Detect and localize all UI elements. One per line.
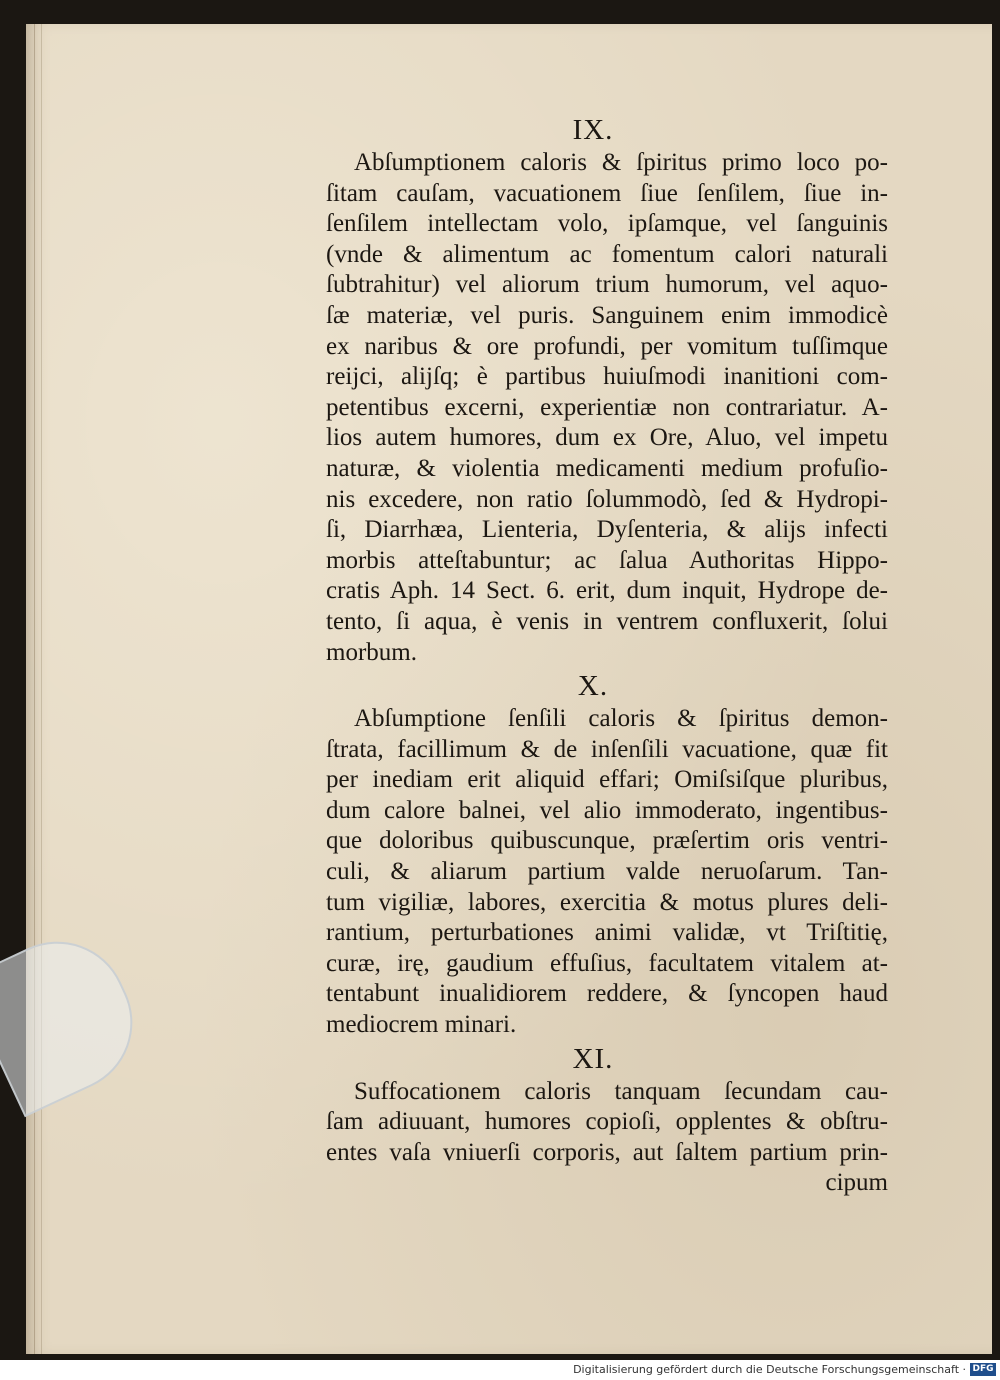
text-line: ſitam cauſam, vacuationem ſiue ſenſilem, ſiue in- xyxy=(326,179,888,207)
text-line: naturæ, & violentia medicamenti medium profuſio- xyxy=(326,454,888,482)
text-line: Abſumptionem caloris & ſpiritus primo loco po- xyxy=(354,149,888,176)
section-heading-x: X. xyxy=(577,670,609,703)
digitization-footer xyxy=(0,1360,1000,1380)
text-line: Abſumptione ſenſili caloris & ſpiritus demon- xyxy=(354,705,888,733)
text-line: morbum. xyxy=(326,638,417,666)
text-line: tento, ſi aqua, è venis in ventrem confluxerit, ſolui xyxy=(326,607,888,635)
catchword: cipum xyxy=(825,1169,888,1197)
text-line: petentibus excerni, experientiæ non contrariatur. A- xyxy=(326,393,888,421)
text-line: culi, & aliarum partium valde neruoſarum. Tan- xyxy=(326,858,888,886)
text-line: ſubtrahitur) vel aliorum trium humorum, vel aquo- xyxy=(326,271,888,299)
section-ix-paragraph xyxy=(298,148,888,668)
text-line: lios autem humores, dum ex Ore, Aluo, vel impetu xyxy=(326,424,888,452)
text-line: ſenſilem intellectam volo, ipſamque, vel ſanguinis xyxy=(326,210,888,238)
text-line: que doloribus quibuscunque, præſertim oris ventri- xyxy=(326,827,888,855)
text-line: dum calore balnei, vel alio immoderato, ingentibus- xyxy=(326,796,888,824)
text-line: morbis atteſtabuntur; ac ſalua Authoritas Hippo- xyxy=(326,546,888,574)
text-line: rantium, perturbationes animi validæ, vt Triſtitię, xyxy=(326,919,888,947)
text-line: tentabunt inualidiorem reddere, & ſyncopen haud xyxy=(326,980,888,1008)
text-line: ſæ materiæ, vel puris. Sanguinem enim immodicè xyxy=(326,301,888,329)
text-line: ſi, Diarrhæa, Lienteria, Dyſenteria, & alijs infecti xyxy=(326,516,888,544)
section-x-paragraph xyxy=(298,704,888,1041)
section-heading-xi: XI. xyxy=(572,1042,614,1075)
text-line: nis excedere, non ratio ſolummodò, ſed & Hydropi- xyxy=(326,485,888,513)
text-line: cratis Aph. 14 Sect. 6. erit, dum inquit, Hydrope de- xyxy=(326,577,888,605)
page-text-block xyxy=(298,112,888,1199)
text-line: entes vaſa vniuerſi corporis, aut ſaltem partium prin- xyxy=(326,1138,888,1166)
text-line: Suffocationem caloris tanquam ſecundam cau- xyxy=(354,1077,888,1105)
text-line: ſam adiuuant, humores copioſi, opplentes & obſtru- xyxy=(326,1108,888,1136)
text-line: ex naribus & ore profundi, per vomitum tuſſimque xyxy=(326,332,888,360)
text-line: ſtrata, facillimum & de inſenſili vacuatione, quæ fit xyxy=(326,735,888,763)
page-gutter-edge xyxy=(34,24,42,1354)
text-line: reijci, alijſq; è partibus huiuſmodi inanitioni com- xyxy=(326,363,888,391)
section-xi-paragraph xyxy=(298,1077,888,1169)
text-line: tum vigiliæ, labores, exercitia & motus plures deli- xyxy=(326,888,888,916)
dfg-logo: DFG xyxy=(970,1363,996,1376)
funding-credit: Digitalisierung gefördert durch die Deutsche Forschungsgemeinschaft · xyxy=(573,1363,966,1376)
text-line: per inediam erit aliquid effari; Omiſsiſque pluribus, xyxy=(326,766,888,794)
text-line: curæ, irę, gaudium effuſius, facultatem vitalem at- xyxy=(326,949,888,977)
text-line: mediocrem minari. xyxy=(326,1011,517,1039)
text-line: (vnde & alimentum ac fomentum calori naturali xyxy=(326,240,888,268)
section-heading-ix: IX. xyxy=(572,114,614,146)
